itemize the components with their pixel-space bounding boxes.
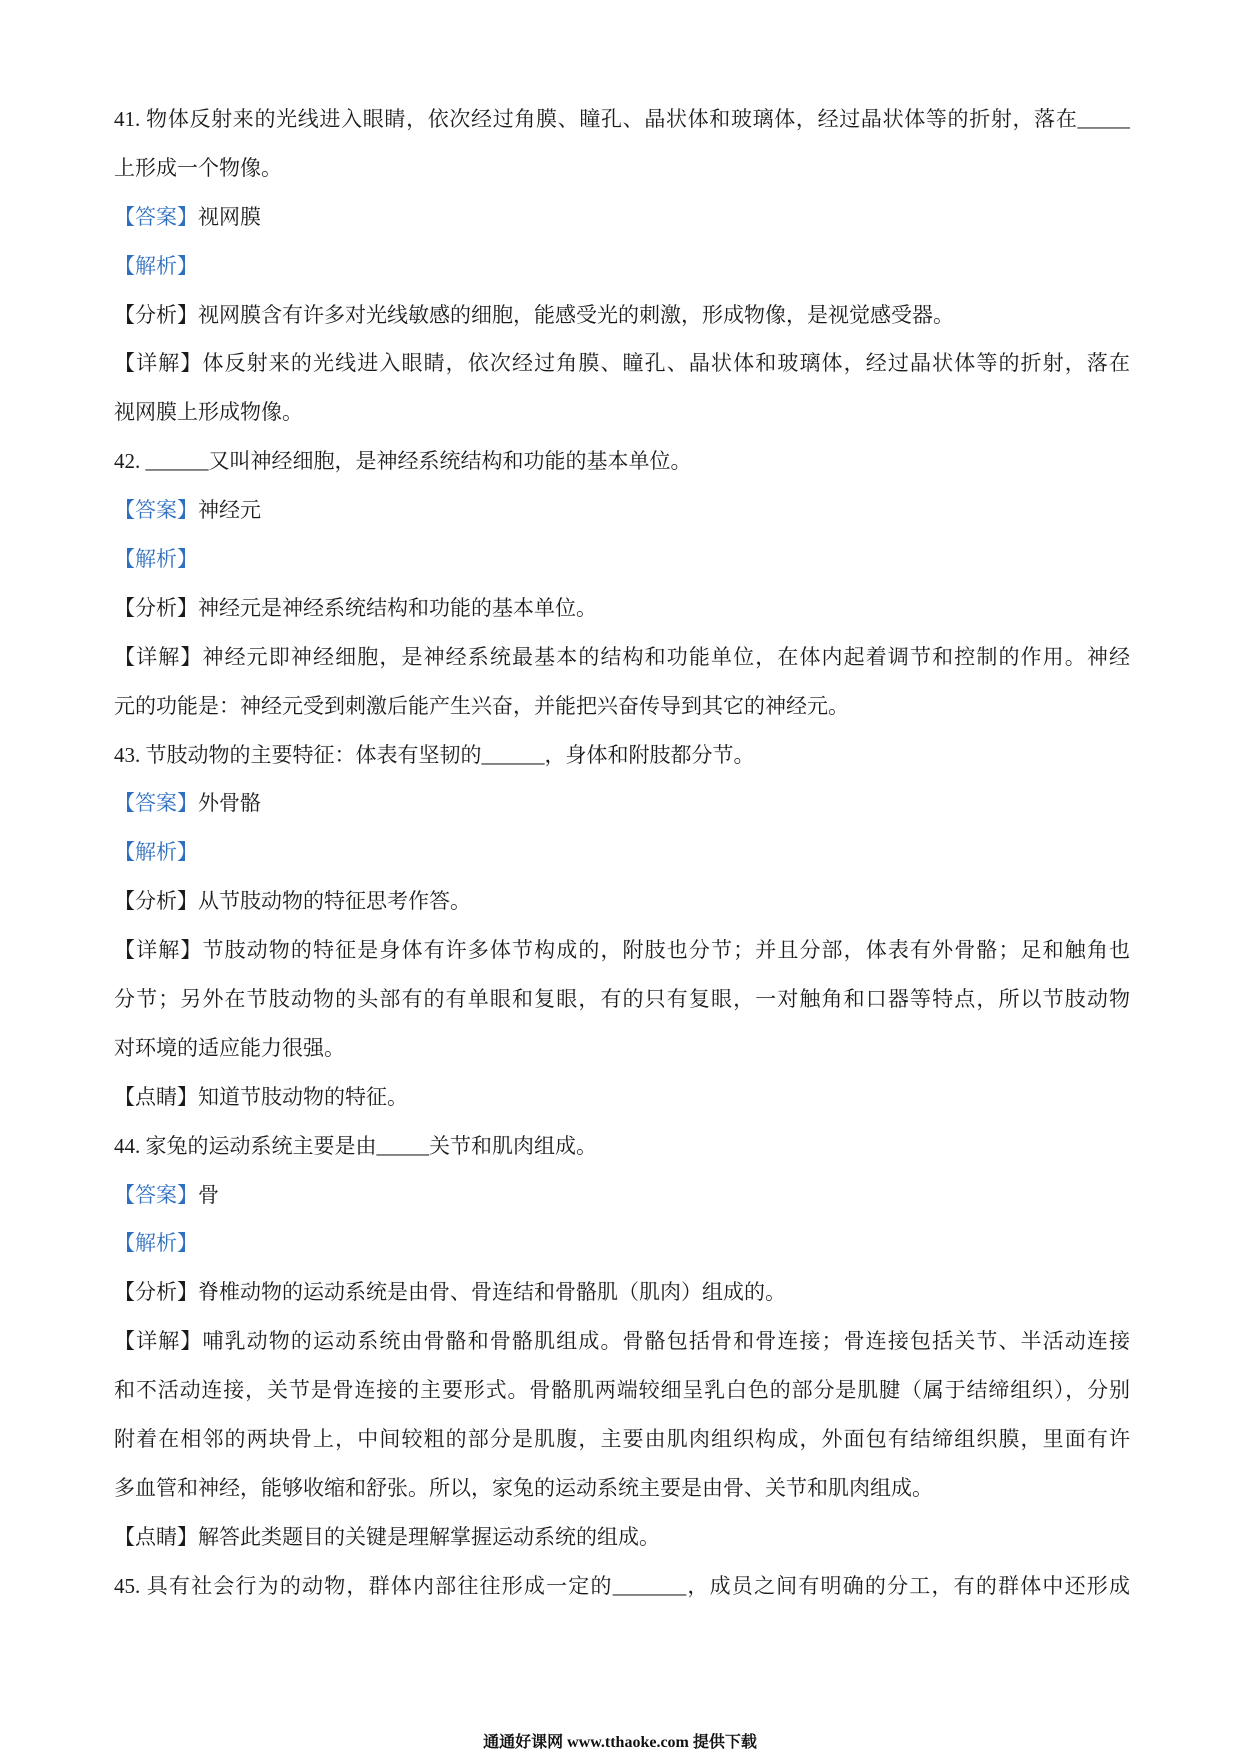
answer-label: 【答案】 [114, 1182, 198, 1207]
question-42-analysis-line [114, 584, 1130, 633]
tip-text: 知道节肢动物的特征。 [198, 1084, 408, 1109]
question-41-analysis-line [114, 291, 1130, 340]
question-43-detail-line-3: 对环境的适应能力很强。 [114, 1035, 345, 1060]
question-41-detail-line-2: 视网膜上形成物像。 [114, 400, 303, 425]
detail-label: 【详解】 [114, 644, 203, 669]
question-41-stem-line-1: 41. 物体反射来的光线进入眼睛，依次经过角膜、瞳孔、晶状体和玻璃体，经过晶状体等的折射，落在_____ [114, 107, 1130, 131]
answer-label: 【答案】 [114, 791, 198, 816]
question-41-jiexi-line [114, 242, 1130, 291]
answer-label: 【答案】 [114, 498, 198, 523]
question-42-stem-line-1: 42. ______又叫神经细胞，是神经系统结构和功能的基本单位。 [114, 449, 692, 474]
jiexi-label: 【解析】 [114, 253, 198, 278]
jiexi-label: 【解析】 [114, 840, 198, 865]
detail-label: 【详解】 [114, 1329, 203, 1354]
question-42-jiexi-line [114, 535, 1130, 584]
detail-text: 哺乳动物的运动系统由骨骼和骨骼肌组成。骨骼包括骨和骨连接；骨连接包括关节、半活动连接 [202, 1329, 1130, 1354]
question-44-detail-line-4: 多血管和神经，能够收缩和舒张。所以，家兔的运动系统主要是由骨、关节和肌肉组成。 [114, 1475, 933, 1500]
tip-label: 【点睛】 [114, 1084, 198, 1109]
analysis-label: 【分析】 [114, 1280, 198, 1305]
detail-text: 体反射来的光线进入眼睛，依次经过角膜、瞳孔、晶状体和玻璃体，经过晶状体等的折射，落在 [202, 351, 1130, 376]
detail-text: 节肢动物的特征是身体有许多体节构成的，附肢也分节；并且分部，体表有外骨骼；足和触角也 [202, 938, 1130, 963]
analysis-text: 神经元是神经系统结构和功能的基本单位。 [198, 595, 597, 620]
question-45-stem-line-1: 45. 具有社会行为的动物，群体内部往往形成一定的_______，成员之间有明确的分工，有的群体中还形成 [114, 1573, 1130, 1598]
question-42-answer-line [114, 486, 1130, 535]
detail-text: 神经元即神经细胞，是神经系统最基本的结构和功能单位，在体内起着调节和控制的作用。神经 [202, 644, 1130, 669]
question-43-answer-line [114, 779, 1130, 828]
analysis-label: 【分析】 [114, 889, 198, 914]
question-44-detail-line-2: 和不活动连接，关节是骨连接的主要形式。骨骼肌两端较细呈乳白色的部分是肌腱（属于结缔组织），分别 [114, 1378, 1130, 1403]
analysis-label: 【分析】 [114, 595, 198, 620]
detail-label: 【详解】 [114, 938, 203, 963]
question-43-stem-line-1: 43. 节肢动物的主要特征：体表有坚韧的______，身体和附肢都分节。 [114, 742, 755, 767]
question-42-detail-line-2: 元的功能是：神经元受到刺激后能产生兴奋，并能把兴奋传导到其它的神经元。 [114, 693, 849, 718]
question-44-stem-line-1: 44. 家兔的运动系统主要是由_____关节和肌肉组成。 [114, 1133, 597, 1158]
question-44-detail-line-1 [114, 1317, 1130, 1366]
answer-text: 骨 [198, 1182, 219, 1207]
question-44-tip-line [114, 1513, 1130, 1562]
question-41-answer-line [114, 193, 1130, 242]
question-43-analysis-line [114, 877, 1130, 926]
question-43-jiexi-line [114, 828, 1130, 877]
question-list [114, 95, 1130, 1611]
question-44-answer-line [114, 1171, 1130, 1220]
question-41-detail-line-1 [114, 339, 1130, 388]
question-44-jiexi-line [114, 1219, 1130, 1268]
analysis-label: 【分析】 [114, 302, 198, 327]
detail-label: 【详解】 [114, 351, 203, 376]
jiexi-label: 【解析】 [114, 1231, 198, 1256]
answer-text: 神经元 [198, 498, 261, 523]
analysis-text: 视网膜含有许多对光线敏感的细胞，能感受光的刺激，形成物像，是视觉感受器。 [198, 302, 954, 327]
question-42-detail-line-1 [114, 633, 1130, 682]
question-43-detail-line-2: 分节；另外在节肢动物的头部有的有单眼和复眼，有的只有复眼，一对触角和口器等特点，所以节肢动物 [114, 987, 1130, 1012]
answer-text: 外骨骼 [198, 791, 261, 816]
question-44-detail-line-3: 附着在相邻的两块骨上，中间较粗的部分是肌腹，主要由肌肉组织构成，外面包有结缔组织膜，里面有许 [114, 1427, 1130, 1452]
answer-text: 视网膜 [198, 204, 261, 229]
question-43-tip-line [114, 1073, 1130, 1122]
question-44-analysis-line [114, 1268, 1130, 1317]
tip-label: 【点睛】 [114, 1524, 198, 1549]
footer-credit: 通通好课网 www.tthaoke.com 提供下载 [483, 1734, 757, 1751]
question-41-stem-line-2: 上形成一个物像。 [114, 155, 282, 180]
jiexi-label: 【解析】 [114, 547, 198, 572]
tip-text: 解答此类题目的关键是理解掌握运动系统的组成。 [198, 1524, 660, 1549]
analysis-text: 脊椎动物的运动系统是由骨、骨连结和骨骼肌（肌肉）组成的。 [198, 1280, 786, 1305]
analysis-text: 从节肢动物的特征思考作答。 [198, 889, 471, 914]
question-43-detail-line-1 [114, 926, 1130, 975]
answer-label: 【答案】 [114, 204, 198, 229]
